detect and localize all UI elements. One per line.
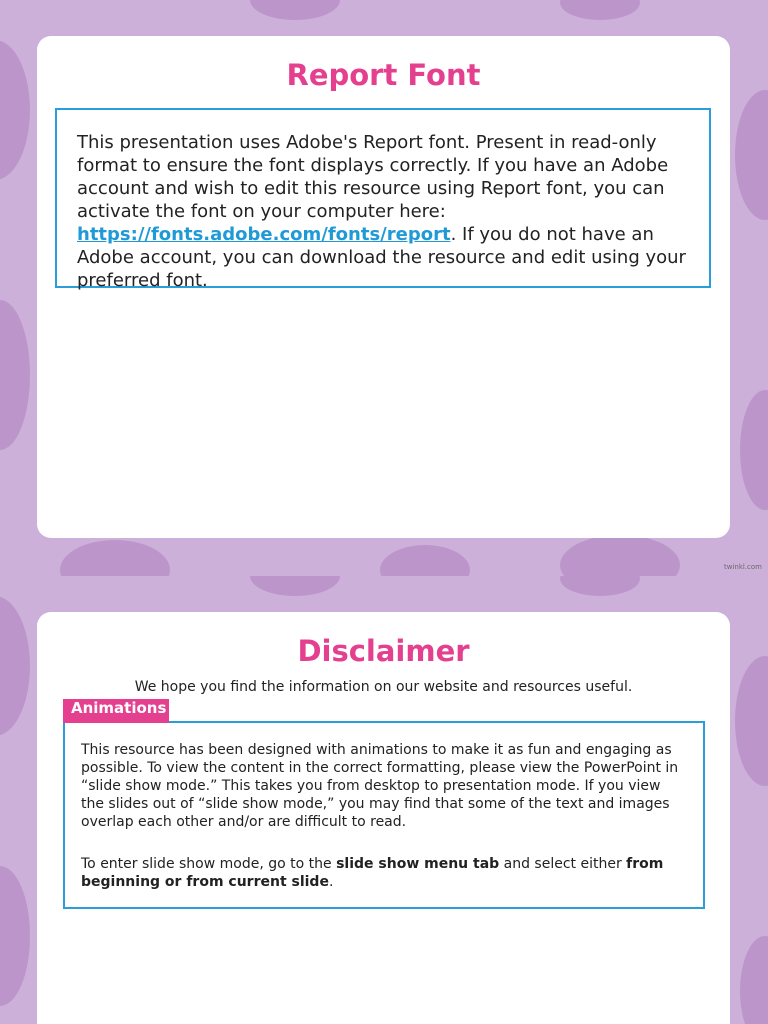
twinkl-credit: twinkl.com: [723, 563, 762, 571]
content-card: [37, 36, 730, 538]
background-blob: [250, 0, 340, 20]
instructions-start: To enter slide show mode, go to the: [81, 856, 337, 872]
instructions-middle: and select either: [499, 856, 627, 872]
background-blob: [560, 576, 640, 596]
intro-text: We hope you find the information on our website and resources useful.: [134, 679, 633, 695]
page-title: Report Font: [286, 58, 481, 92]
page-title: Disclaimer: [297, 634, 470, 668]
font-notice-outro: . If you do not have an Adobe account, you can download the resource and edit using your preferred font.: [77, 224, 686, 291]
background-blob: [0, 596, 30, 736]
background-blob: [735, 90, 768, 220]
background-blob: [250, 576, 340, 596]
start-options-text: from beginning or from current slide: [81, 856, 664, 890]
background-blob: [0, 866, 30, 1006]
background-blob: [740, 936, 768, 1024]
font-notice-text: [77, 131, 697, 292]
background-blob: [740, 390, 768, 510]
background-blob: [0, 300, 30, 450]
animations-label: Animations: [63, 699, 169, 723]
slideshow-instructions: [81, 855, 681, 891]
content-card: [37, 612, 730, 1024]
slide-show-tab-text: slide show menu tab: [336, 856, 500, 872]
background-blob: [0, 40, 30, 180]
adobe-font-link[interactable]: https://fonts.adobe.com/fonts/report: [77, 224, 451, 245]
background-blob: [735, 656, 768, 786]
background-blob: [60, 540, 170, 576]
animations-paragraph: This resource has been designed with animations to make it as fun and engaging as possible. To view the content in the correct formatting, please view the PowerPoint in “slide show mode.” This takes you from desktop to presentation mode. If you view the slides out of “slide show mode,” you may find that some of the text and images overlap each other and/or are difficult to read.: [81, 742, 679, 830]
font-notice-intro: This presentation uses Adobe's Report font. Present in read-only format to ensure the font displays correctly. If you have an Adobe account and wish to edit this resource using Report font, you can activate the font on your computer here:: [77, 132, 669, 222]
background-blob: [560, 0, 640, 20]
background-blob: [380, 545, 470, 576]
instructions-end: .: [328, 874, 334, 890]
background-blob: [560, 535, 680, 576]
slide-disclaimer: [0, 576, 768, 1024]
